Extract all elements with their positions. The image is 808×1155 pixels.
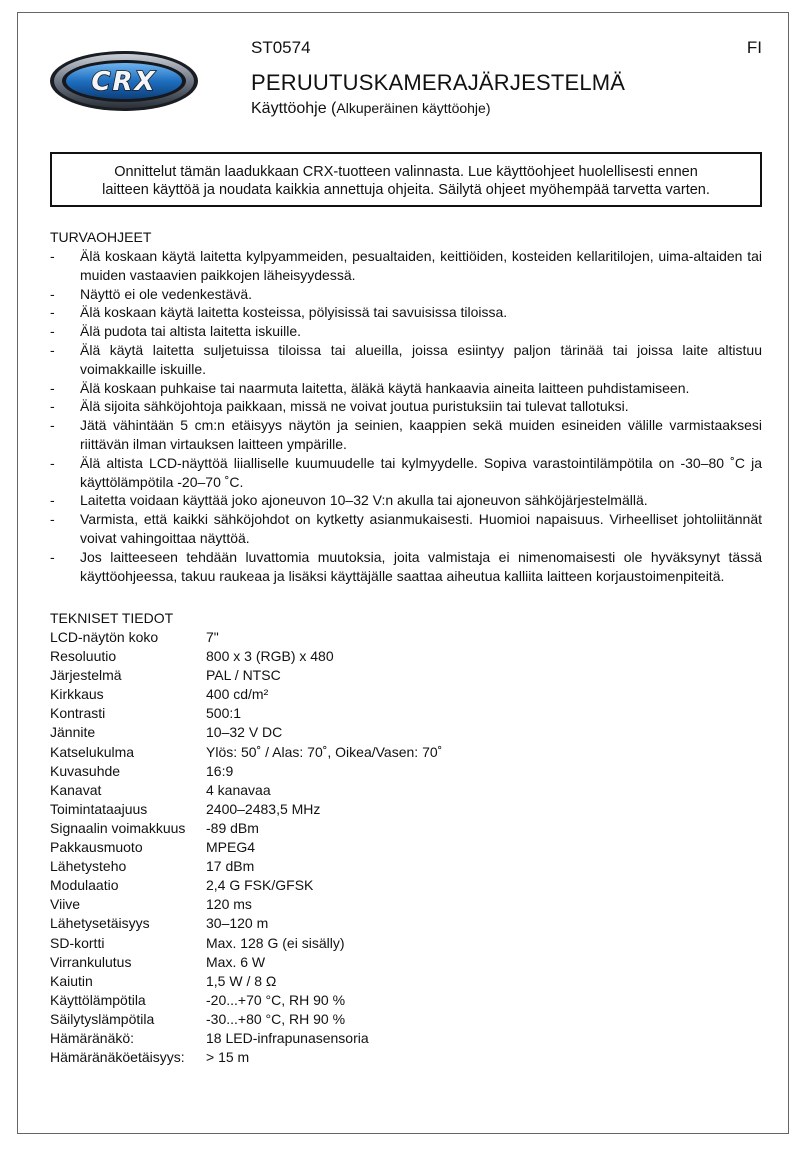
subtitle-main: Käyttöohje ( (251, 100, 337, 117)
table-row (50, 991, 442, 1010)
document-title: PERUUTUSKAMERAJÄRJESTELMÄ (251, 70, 626, 95)
spec-value: 17 dBm (206, 858, 255, 875)
language-code: FI (746, 38, 762, 57)
spec-label: Kaiutin (50, 972, 93, 989)
table-row (50, 1010, 442, 1029)
table-row (50, 934, 442, 953)
table-row (50, 1048, 442, 1067)
list-item: - Älä koskaan käytä laitetta kylpyammeiden, pesualtaiden, keittiöiden, kosteiden kellaritilojen, uima-altaiden tai muiden vastaavien paikkojen läheisyydessä. (50, 248, 762, 283)
spec-label: Pakkausmuoto (50, 839, 143, 856)
spec-label: Järjestelmä (50, 667, 122, 684)
spec-label: Jännite (50, 724, 96, 741)
spec-label: Käyttölämpötila (50, 991, 146, 1008)
spec-label: Signaalin voimakkuus (50, 819, 186, 836)
spec-value: PAL / NTSC (206, 667, 281, 684)
subtitle-small: Alkuperäinen käyttöohje) (336, 100, 491, 116)
spec-label: Kanavat (50, 781, 102, 798)
safety-list (50, 247, 762, 585)
list-item: - Jos laitteeseen tehdään luvattomia muutoksia, joita valmistaja ei nimenomaisesti ole hyväksynyt tässä käyttöohjeessa, takuu raukeaa ja lisäksi käyttäjälle saattaa aiheutua kalliita laitteen korjaustoimenpiteitä. (50, 548, 762, 584)
list-item: - Älä sijoita sähköjohtoja paikkaan, missä ne voivat joutua puristuksiin tai tulevat tallotuksi. (50, 398, 629, 415)
specs-table (50, 628, 442, 1067)
table-row (50, 743, 442, 762)
table-row (50, 953, 442, 972)
list-item: - Älä koskaan käytä laitetta kosteissa, pölyisissä tai savuisissa tiloissa. (50, 304, 508, 321)
safety-section (50, 228, 762, 585)
spec-value: 500:1 (206, 705, 242, 722)
spec-label: Virrankulutus (50, 953, 132, 970)
table-row (50, 819, 442, 838)
notice-line-2: laitteen käyttöä ja noudata kaikkia annettuja ohjeita. Säilytä ohjeet myöhempää tarvetta varten. (102, 182, 710, 198)
spec-label: Kontrasti (50, 705, 106, 722)
list-item: - Varmista, että kaikki sähköjohdot on kytketty asianmukaisesti. Huomioi napaisuus. Virheelliset johtoliitännät voivat vahingoittaa näyttöä. (50, 511, 762, 546)
spec-value: -20...+70 °C, RH 90 % (206, 991, 346, 1008)
spec-value: 16:9 (206, 762, 234, 779)
spec-value: 800 x 3 (RGB) x 480 (206, 648, 334, 665)
list-item: - Älä koskaan puhkaise tai naarmuta laitetta, äläkä käytä hankaavia aineita laitteen puhdistamiseen. (50, 379, 690, 396)
spec-label: Lähetysetäisyys (50, 915, 150, 932)
spec-value: 18 LED-infrapunasensoria (206, 1029, 369, 1046)
spec-label: SD-kortti (50, 934, 105, 951)
spec-label: Viive (50, 896, 81, 913)
table-row (50, 895, 442, 914)
list-item: - Älä käytä laitetta suljetuissa tiloissa tai alueilla, joissa esiintyy paljon tärinää tai joissa laite altistuu voimakkaille iskuille. (50, 341, 762, 377)
spec-value: Max. 6 W (206, 953, 266, 970)
spec-value: 400 cd/m² (206, 686, 269, 703)
spec-value: Ylös: 50˚ / Alas: 70˚, Oikea/Vasen: 70˚ (206, 743, 443, 760)
crx-logo (49, 50, 199, 112)
spec-value: -30...+80 °C, RH 90 % (206, 1010, 346, 1027)
spec-label: Säilytyslämpötila (50, 1010, 155, 1027)
document-subtitle (251, 100, 491, 118)
notice-line-1: Onnittelut tämän laadukkaan CRX-tuotteen valinnasta. Lue käyttöohjeet huolellisesti ennen (114, 164, 698, 180)
spec-value: 1,5 W / 8 Ω (206, 972, 277, 989)
table-row (50, 781, 442, 800)
table-row (50, 972, 442, 991)
spec-value: 4 kanavaa (206, 781, 271, 798)
list-item: - Älä pudota tai altista laitetta iskuille. (50, 323, 302, 340)
spec-value: 30–120 m (206, 915, 269, 932)
spec-label: Hämäränäkö: (50, 1029, 135, 1046)
list-item: - Laitetta voidaan käyttää joko ajoneuvon 10–32 V:n akulla tai ajoneuvon sähköjärjestelmällä. (50, 492, 648, 509)
list-item: - Älä altista LCD-näyttöä liialliselle kuumuudelle tai kylmyydelle. Sopiva varastointilämpötila on -30–80 ˚C ja käyttölämpötila -20–70 ˚C. (50, 454, 762, 490)
spec-label: Katselukulma (50, 743, 135, 760)
list-item: - Näyttö ei ole vedenkestävä. (50, 285, 252, 302)
spec-label: Kuvasuhde (50, 762, 121, 779)
table-row (50, 666, 442, 685)
spec-value: > 15 m (206, 1049, 250, 1066)
spec-label: Modulaatio (50, 877, 119, 894)
spec-label: Hämäränäköetäisyys: (50, 1049, 185, 1066)
spec-value: 2400–2483,5 MHz (206, 800, 321, 817)
table-row (50, 704, 442, 723)
spec-value: MPEG4 (206, 839, 256, 856)
spec-value: 120 ms (206, 896, 252, 913)
intro-notice-box (50, 152, 762, 207)
spec-label: LCD-näytön koko (50, 629, 159, 645)
table-row (50, 876, 442, 895)
table-row (50, 647, 442, 666)
table-row (50, 762, 442, 781)
table-row (50, 723, 442, 742)
spec-value: Max. 128 G (ei sisälly) (206, 934, 345, 951)
table-row (50, 800, 442, 819)
table-row (50, 857, 442, 876)
spec-label: Resoluutio (50, 648, 117, 665)
table-row (50, 628, 442, 647)
spec-value: 2,4 G FSK/GFSK (206, 877, 314, 894)
specs-section (50, 609, 762, 1067)
spec-value: -89 dBm (206, 819, 259, 836)
spec-label: Kirkkaus (50, 686, 104, 703)
table-row (50, 838, 442, 857)
table-row (50, 1029, 442, 1048)
specs-title: TEKNISET TIEDOT (50, 610, 174, 626)
spec-value: 7" (206, 629, 219, 645)
table-row (50, 685, 442, 704)
logo-text: CRX (91, 67, 157, 97)
list-item: - Jätä vähintään 5 cm:n etäisyys näytön ja seinien, kaappien sekä muiden esineiden välille varmistaaksesi riittävän ilman virtauksen laitteen ympärille. (50, 417, 762, 452)
spec-value: 10–32 V DC (206, 724, 283, 741)
table-row (50, 914, 442, 933)
model-number: ST0574 (251, 38, 311, 57)
spec-label: Lähetysteho (50, 858, 127, 875)
spec-label: Toimintataajuus (50, 800, 148, 817)
safety-title: TURVAOHJEET (50, 229, 152, 245)
